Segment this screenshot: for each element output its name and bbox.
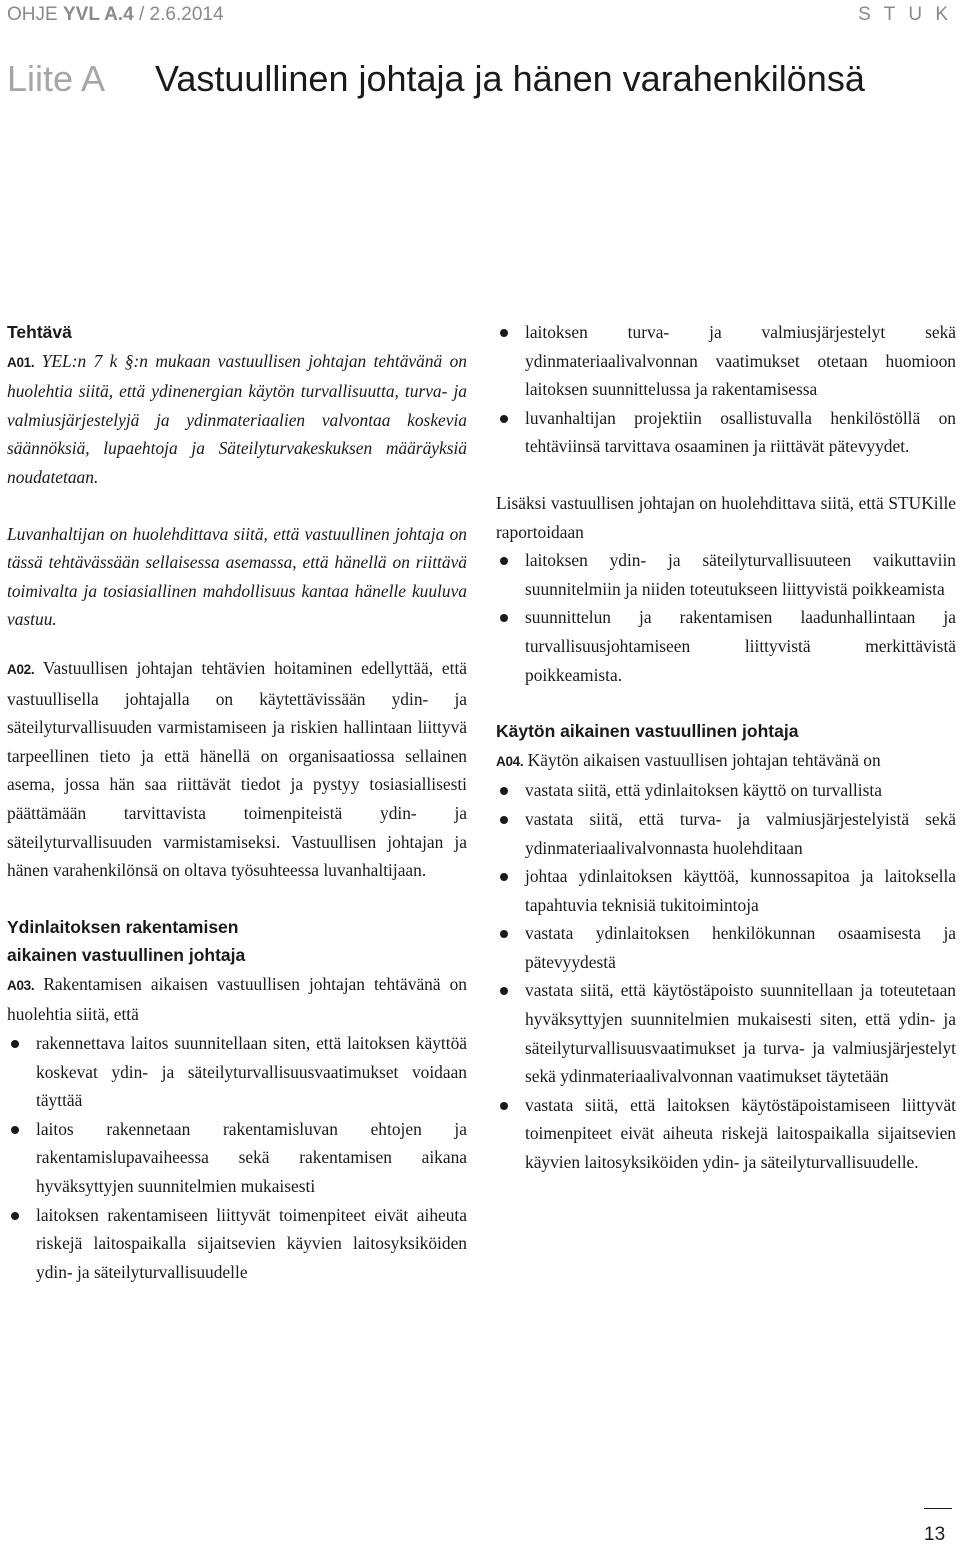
doc-date: / 2.6.2014 [139, 4, 224, 25]
list-item: vastata siitä, että ydinlaitoksen käyttö on turvallista [496, 776, 956, 805]
page-title: Vastuullinen johtaja ja hänen varahenkilönsä [155, 58, 865, 99]
bullet-icon [11, 1126, 19, 1134]
list-item: rakennettava laitos suunnitellaan siten, että laitoksen käyttöä koskevat ydin- ja säteilyturvallisuusvaatimukset voidaan täyttää [7, 1029, 467, 1115]
paragraph-a02 [7, 654, 467, 885]
publisher-logo-text: S T U K [858, 4, 952, 25]
bullet-icon [500, 787, 508, 795]
ref-a02: A02. [7, 661, 35, 677]
heading-line-2: aikainen vastuullinen johtaja [7, 945, 246, 966]
bullet-icon [500, 816, 508, 824]
ref-a01: A01. [7, 354, 35, 370]
paragraph-a01-text: YEL:n 7 k §:n mukaan vastuullisen johtajan tehtävänä on huolehtia siitä, että ydinenergian käytön turvallisuutta, turva- ja valmiusjärjestelyjä ja ydinmateriaalien valvontaa koskevia säännöksiä, lupaehtoja ja Säteilyturvakeskuksen määräyksiä noudatetaan. [7, 350, 467, 487]
paragraph-luvanhaltija: Luvanhaltijan on huolehdittava siitä, että vastuullinen johtaja on tässä tehtävässään sellaisessa asemassa, että hänellä on riittävä toimivalta ja tosiasiallinen mahdollisuus kantaa hänelle kuuluva vastuu. [7, 523, 467, 630]
paragraph-lisaksi: Lisäksi vastuullisen johtajan on huolehdittava siitä, että STUKille raportoidaan [496, 492, 956, 542]
ref-a03: A03. [7, 977, 35, 993]
left-column [7, 318, 467, 1286]
title-row [7, 58, 960, 108]
page-number: 13 [924, 1524, 946, 1545]
paragraph-a04-text: Käytön aikaisen vastuullisen johtajan tehtävänä on [523, 749, 881, 770]
list-item: laitos rakennetaan rakentamisluvan ehtojen ja rakentamislupavaiheessa sekä rakentamisen aikana hyväksyttyjen suunnitelmien mukaisesti [7, 1115, 467, 1201]
a03-bullet-list [7, 1029, 467, 1286]
paragraph-a03 [7, 970, 467, 1029]
paragraph-a02-text: Vastuullisen johtajan tehtävien hoitaminen edellyttää, että vastuullisella johtajalla on käytettävissään ydin- ja säteilyturvallisuuden varmistamiseen ja riskien hallintaan liittyvä tarpeellinen tieto ja että hänellä on organisaatiossa sellainen asema, jossa hän saa riittävät tiedot ja pystyy tosiasiallisesti päättämään tarvittavista toimenpiteistä ydin- ja säteilyturvallisuuden varmistamiseksi. Vastuullisen johtajan ja hänen varahenkilönsä on oltava työsuhteessa luvanhaltijaan. [7, 657, 467, 881]
list-item: laitoksen rakentamiseen liittyvät toimenpiteet eivät aiheuta riskejä laitospaikalla sijaitsevien käyvien laitosyksiköiden ydin- ja säteilyturvallisuudelle [7, 1201, 467, 1287]
paragraph-a04 [496, 746, 956, 777]
bullet-icon [500, 930, 508, 938]
page-header [7, 4, 952, 28]
section-heading-tehtava: Tehtävä [7, 322, 72, 342]
bullet-icon [500, 329, 508, 337]
paragraph-a01 [7, 347, 467, 492]
list-item: vastata ydinlaitoksen henkilökunnan osaamisesta ja pätevyydestä [496, 919, 956, 976]
section-heading-kaytto: Käytön aikainen vastuullinen johtaja [496, 721, 799, 742]
section-heading-rakentaminen [7, 913, 467, 970]
list-item: johtaa ydinlaitoksen käyttöä, kunnossapitoa ja laitoksella tapahtuvia teknisiä tukitoimintoja [496, 862, 956, 919]
list-item: vastata siitä, että käytöstäpoisto suunnitellaan ja toteutetaan hyväksyttyjen suunnitelmien mukaisesti siten, että ydin- ja säteilyturvallisuusvaatimukset ja turva- ja valmiusjärjestelyt sekä ydinmateriaalivalvonnan vaatimukset täytetään [496, 976, 956, 1090]
appendix-label: Liite A [7, 58, 106, 99]
bullet-icon [500, 415, 508, 423]
heading-line-1: Ydinlaitoksen rakentamisen [7, 916, 239, 937]
page-number-rule [924, 1508, 952, 1509]
doc-code: YVL A.4 [62, 4, 134, 25]
bullet-icon [11, 1040, 19, 1048]
a04-bullet-list [496, 776, 956, 1176]
list-item: vastata siitä, että turva- ja valmiusjärjestelyistä sekä ydinmateriaalivalvonnasta huolehditaan [496, 805, 956, 862]
bullet-icon [500, 873, 508, 881]
list-item: suunnittelun ja rakentamisen laadunhallintaan ja turvallisuusjohtamiseen liittyvistä merkittävistä poikkeamista. [496, 603, 956, 689]
bullet-icon [500, 987, 508, 995]
bullet-icon [11, 1212, 19, 1220]
bullet-icon [500, 557, 508, 565]
ref-a04: A04. [496, 753, 524, 769]
list-item: laitoksen turva- ja valmiusjärjestelyt sekä ydinmateriaalivalvonnan vaatimukset otetaan huomioon laitoksen suunnittelussa ja rakentamisessa [496, 318, 956, 404]
continued-bullet-list [496, 318, 956, 461]
doc-prefix: OHJE [7, 4, 58, 25]
document-code [7, 4, 224, 26]
paragraph-a03-text: Rakentamisen aikaisen vastuullisen johtajan tehtävänä on huolehtia siitä, että [7, 973, 467, 1025]
right-column [496, 318, 956, 1177]
list-item: laitoksen ydin- ja säteilyturvallisuuteen vaikuttaviin suunnitelmiin ja niiden toteutukseen liittyvistä poikkeamista [496, 546, 956, 603]
lisaksi-bullet-list [496, 546, 956, 689]
bullet-icon [500, 614, 508, 622]
bullet-icon [500, 1102, 508, 1110]
list-item: luvanhaltijan projektiin osallistuvalla henkilöstöllä on tehtäviinsä tarvittava osaaminen ja riittävät pätevyydet. [496, 404, 956, 461]
list-item: vastata siitä, että laitoksen käytöstäpoistamiseen liittyvät toimenpiteet eivät aiheuta riskejä laitospaikalla sijaitsevien käyvien laitosyksiköiden ydin- ja säteilyturvallisuudelle. [496, 1091, 956, 1177]
